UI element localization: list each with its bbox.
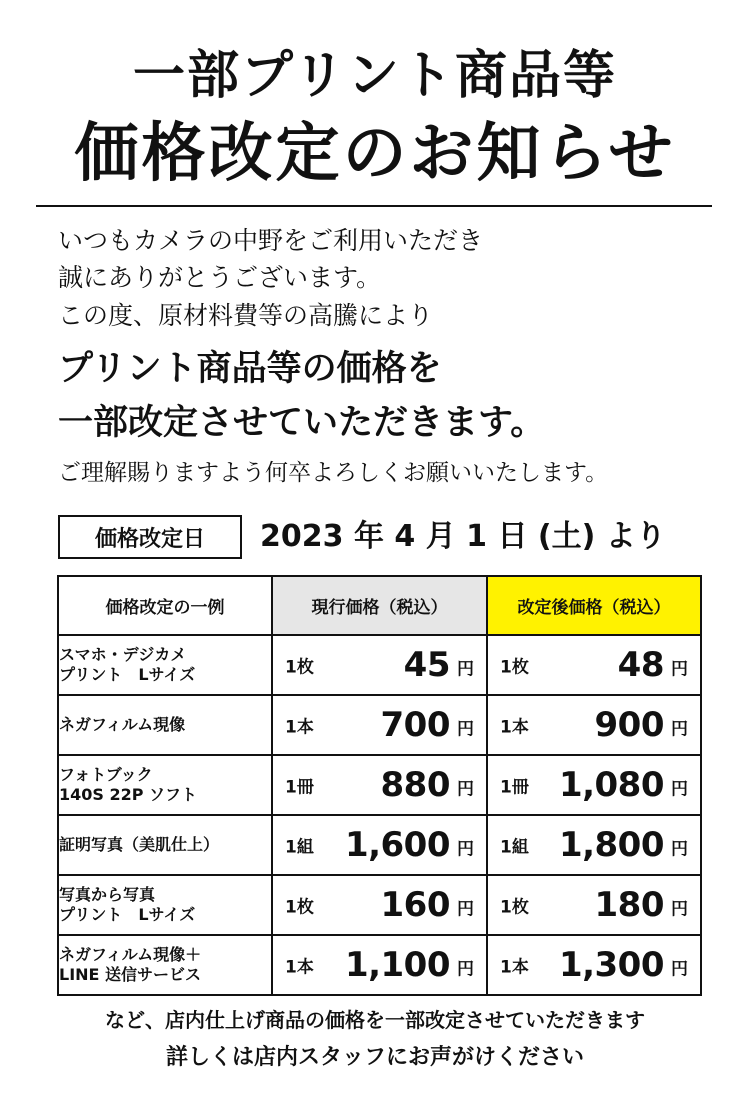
table-row [58,935,701,995]
yen-label: 円 [457,779,474,800]
unit-label: 1枚 [285,897,314,918]
item-line-1: 証明写真（美肌仕上） [59,835,220,854]
new-price-cell [487,875,701,935]
header-new-price: 改定後価格（税込） [487,576,701,635]
current-price-cell [272,635,487,695]
yen-label: 円 [457,719,474,740]
unit-label: 1本 [500,717,529,738]
yen-label: 円 [671,959,688,980]
new-price-cell [487,935,701,995]
item-line-1: 写真から写真 [59,885,156,904]
announcement-line-1: プリント商品等の価格を [58,349,442,389]
unit-label: 1枚 [500,897,529,918]
table-row [58,695,701,755]
title-line-2: 価格改定のお知らせ [74,117,676,191]
table-row [58,755,701,815]
current-price: 1,600 [344,825,450,865]
yen-label: 円 [671,839,688,860]
new-price: 1,300 [558,945,664,985]
header-current-price: 現行価格（税込） [272,576,487,635]
item-line-1: ネガフィルム現像＋ [59,945,202,964]
item-line-2: プリント Lサイズ [59,905,196,924]
request-text: ご理解賜りますよう何卒よろしくお願いいたします。 [58,460,609,486]
new-price: 48 [617,645,664,685]
item-line-2: LINE 送信サービス [59,965,202,984]
title-line-1: 一部プリント商品等 [133,46,617,106]
table-row [58,635,701,695]
footer-line-2: 詳しくは店内スタッフにお声がけください [165,1045,584,1070]
price-table [57,575,702,996]
current-price-cell [272,875,487,935]
table-row [58,875,701,935]
intro-line-3: この度、原材料費等の高騰により [58,301,434,330]
new-price-cell [487,695,701,755]
item-line-2: プリント Lサイズ [59,665,196,684]
yen-label: 円 [457,659,474,680]
announcement-line-2: 一部改定させていただきます。 [58,403,546,443]
current-price-cell [272,815,487,875]
item-line-2: 140S 22P ソフト [59,785,198,804]
new-price-cell [487,815,701,875]
new-price: 180 [594,885,664,925]
header-example: 価格改定の一例 [58,576,272,635]
yen-label: 円 [671,659,688,680]
unit-label: 1本 [285,957,314,978]
intro-line-2: 誠にありがとうございます。 [58,263,382,292]
current-price: 160 [380,885,450,925]
current-price: 45 [403,645,450,685]
item-name [58,695,272,755]
unit-label: 1枚 [500,657,529,678]
unit-label: 1本 [285,717,314,738]
revision-date: 2023 年 4 月 1 日 (土) より [260,519,666,554]
table-header-row [58,576,701,635]
footer-line-1: など、店内仕上げ商品の価格を一部改定させていただきます [105,1008,645,1032]
item-name [58,875,272,935]
yen-label: 円 [457,899,474,920]
unit-label: 1本 [500,957,529,978]
unit-label: 1冊 [500,777,529,798]
current-price-cell [272,755,487,815]
yen-label: 円 [671,899,688,920]
unit-label: 1冊 [285,777,314,798]
current-price-cell [272,695,487,755]
item-name [58,935,272,995]
yen-label: 円 [457,839,474,860]
new-price-cell [487,755,701,815]
current-price-cell [272,935,487,995]
yen-label: 円 [457,959,474,980]
item-name [58,755,272,815]
item-name [58,635,272,695]
new-price: 1,080 [558,765,664,805]
current-price: 700 [380,705,450,745]
item-line-1: フォトブック [59,765,153,784]
unit-label: 1組 [285,837,314,858]
yen-label: 円 [671,719,688,740]
item-line-1: ネガフィルム現像 [59,715,186,734]
new-price: 900 [594,705,664,745]
table-row [58,815,701,875]
revision-date-label: 価格改定日 [58,515,242,559]
title-divider [36,205,712,207]
unit-label: 1枚 [285,657,314,678]
current-price: 1,100 [344,945,450,985]
intro-line-1: いつもカメラの中野をご利用いただき [58,226,484,255]
item-name [58,815,272,875]
item-line-1: スマホ・デジカメ [59,645,187,664]
yen-label: 円 [671,779,688,800]
new-price: 1,800 [558,825,664,865]
current-price: 880 [380,765,450,805]
unit-label: 1組 [500,837,529,858]
new-price-cell [487,635,701,695]
